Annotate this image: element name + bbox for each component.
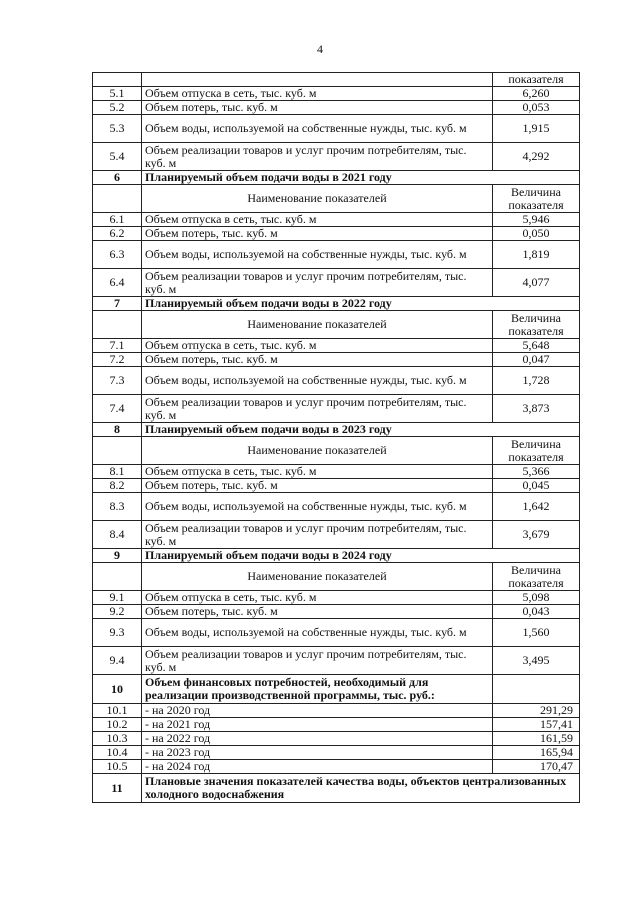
indicator-value: 1,728 [493,367,580,395]
section-title-row [93,297,580,311]
table-row [93,760,580,774]
table-row [93,591,580,605]
name-cell [142,73,493,87]
indicator-value: 5,946 [493,213,580,227]
row-number: 10.1 [93,704,142,718]
table-row [93,704,580,718]
indicator-name: Объем отпуска в сеть, тыс. куб. м [142,591,493,605]
row-number: 7.4 [93,395,142,423]
indicator-name: Объем потерь, тыс. куб. м [142,101,493,115]
indicator-name: Объем отпуска в сеть, тыс. куб. м [142,465,493,479]
indicator-value: 170,47 [493,760,580,774]
indicator-value: 0,050 [493,227,580,241]
table-row [93,521,580,549]
indicator-value: 3,679 [493,521,580,549]
indicator-value: 1,560 [493,619,580,647]
row-number: 10.2 [93,718,142,732]
indicator-name: - на 2021 год [142,718,493,732]
indicator-name: - на 2022 год [142,732,493,746]
section-number: 9 [93,549,142,563]
empty-cell [93,185,142,213]
table-row [93,718,580,732]
section-number: 8 [93,423,142,437]
row-number: 6.3 [93,241,142,269]
indicator-name: - на 2020 год [142,704,493,718]
row-number: 6.1 [93,213,142,227]
table-row [93,339,580,353]
indicator-name: Объем воды, используемой на собственные нужды, тыс. куб. м [142,367,493,395]
header-row [93,437,580,465]
row-number: 8.4 [93,521,142,549]
table-row [93,605,580,619]
section-title-row [93,675,580,704]
table-row [93,746,580,760]
row-number: 9.1 [93,591,142,605]
section-title: Планируемый объем подачи воды в 2022 году [142,297,580,311]
section-title-row [93,171,580,185]
row-number: 9.2 [93,605,142,619]
indicator-value: 5,098 [493,591,580,605]
header-value: Величина показателя [493,311,580,339]
table-row [93,241,580,269]
table-row [93,732,580,746]
table-row [93,101,580,115]
table-row [93,143,580,171]
indicator-value: 0,053 [493,101,580,115]
row-number: 10.3 [93,732,142,746]
indicator-value: 4,077 [493,269,580,297]
indicator-name: Объем реализации товаров и услуг прочим потребителям, тыс. куб. м [142,521,493,549]
table-row [93,367,580,395]
indicator-value: 6,260 [493,87,580,101]
indicator-name: Объем реализации товаров и услуг прочим потребителям, тыс. куб. м [142,143,493,171]
row-number: 8.3 [93,493,142,521]
indicator-value: 5,648 [493,339,580,353]
section-title-row [93,423,580,437]
indicator-value: 0,043 [493,605,580,619]
indicator-name: Объем реализации товаров и услуг прочим потребителям, тыс. куб. м [142,395,493,423]
indicator-value: 3,873 [493,395,580,423]
section-number: 11 [93,774,142,803]
table-row [93,479,580,493]
header-value: Величина показателя [493,563,580,591]
table-row [93,213,580,227]
header-row [93,185,580,213]
table-row [93,353,580,367]
indicator-name: Объем потерь, тыс. куб. м [142,479,493,493]
section-number: 7 [93,297,142,311]
section-title: Объем финансовых потребностей, необходимый для реализации производственной программы, тыс. руб.: [142,675,493,704]
indicator-name: - на 2023 год [142,746,493,760]
header-name: Наименование показателей [142,563,493,591]
indicator-name: Объем воды, используемой на собственные нужды, тыс. куб. м [142,241,493,269]
indicator-name: Объем воды, используемой на собственные нужды, тыс. куб. м [142,619,493,647]
row-number: 10.4 [93,746,142,760]
row-number: 5.4 [93,143,142,171]
indicator-value: 1,819 [493,241,580,269]
header-row [93,563,580,591]
indicator-value: 3,495 [493,647,580,675]
indicator-value: 4,292 [493,143,580,171]
indicator-value: 0,047 [493,353,580,367]
indicator-name: Объем потерь, тыс. куб. м [142,353,493,367]
table-row [93,465,580,479]
header-row [93,311,580,339]
row-number: 7.2 [93,353,142,367]
section-title: Плановые значения показателей качества воды, объектов централизованных холодного водоснабжения [142,774,580,803]
section-number: 6 [93,171,142,185]
header-name: Наименование показателей [142,185,493,213]
indicator-value: 157,41 [493,718,580,732]
indicator-value: 165,94 [493,746,580,760]
row-number: 5.2 [93,101,142,115]
row-number: 5.3 [93,115,142,143]
value-header-cell: показателя [493,73,580,87]
indicator-value: 1,915 [493,115,580,143]
indicator-name: Объем воды, используемой на собственные нужды, тыс. куб. м [142,115,493,143]
indicator-name: - на 2024 год [142,760,493,774]
table-row [93,73,580,87]
page-number: 4 [317,42,323,56]
table-row [93,619,580,647]
section-title-row [93,549,580,563]
table-row [93,87,580,101]
row-number: 8.2 [93,479,142,493]
indicator-value: 291,29 [493,704,580,718]
section-title: Планируемый объем подачи воды в 2023 году [142,423,580,437]
table-row [93,647,580,675]
indicators-table [92,72,580,803]
num-cell [93,73,142,87]
empty-cell [493,675,580,704]
section-number: 10 [93,675,142,704]
indicator-name: Объем отпуска в сеть, тыс. куб. м [142,213,493,227]
indicator-name: Объем реализации товаров и услуг прочим потребителям, тыс. куб. м [142,647,493,675]
indicator-name: Объем потерь, тыс. куб. м [142,227,493,241]
indicator-name: Объем воды, используемой на собственные нужды, тыс. куб. м [142,493,493,521]
table-row [93,115,580,143]
row-number: 9.3 [93,619,142,647]
table-row [93,269,580,297]
header-name: Наименование показателей [142,437,493,465]
header-name: Наименование показателей [142,311,493,339]
row-number: 9.4 [93,647,142,675]
indicator-value: 0,045 [493,479,580,493]
row-number: 5.1 [93,87,142,101]
row-number: 8.1 [93,465,142,479]
row-number: 7.1 [93,339,142,353]
indicator-value: 5,366 [493,465,580,479]
header-value: Величина показателя [493,185,580,213]
table-row [93,493,580,521]
indicator-name: Объем отпуска в сеть, тыс. куб. м [142,87,493,101]
section-title: Планируемый объем подачи воды в 2024 году [142,549,580,563]
row-number: 10.5 [93,760,142,774]
header-value: Величина показателя [493,437,580,465]
section-title-row [93,774,580,803]
section-title: Планируемый объем подачи воды в 2021 году [142,171,580,185]
empty-cell [93,311,142,339]
row-number: 7.3 [93,367,142,395]
table-row [93,227,580,241]
empty-cell [93,563,142,591]
indicator-name: Объем отпуска в сеть, тыс. куб. м [142,339,493,353]
table-row [93,395,580,423]
row-number: 6.4 [93,269,142,297]
indicator-value: 1,642 [493,493,580,521]
row-number: 6.2 [93,227,142,241]
indicator-name: Объем потерь, тыс. куб. м [142,605,493,619]
indicator-value: 161,59 [493,732,580,746]
indicator-name: Объем реализации товаров и услуг прочим потребителям, тыс. куб. м [142,269,493,297]
empty-cell [93,437,142,465]
